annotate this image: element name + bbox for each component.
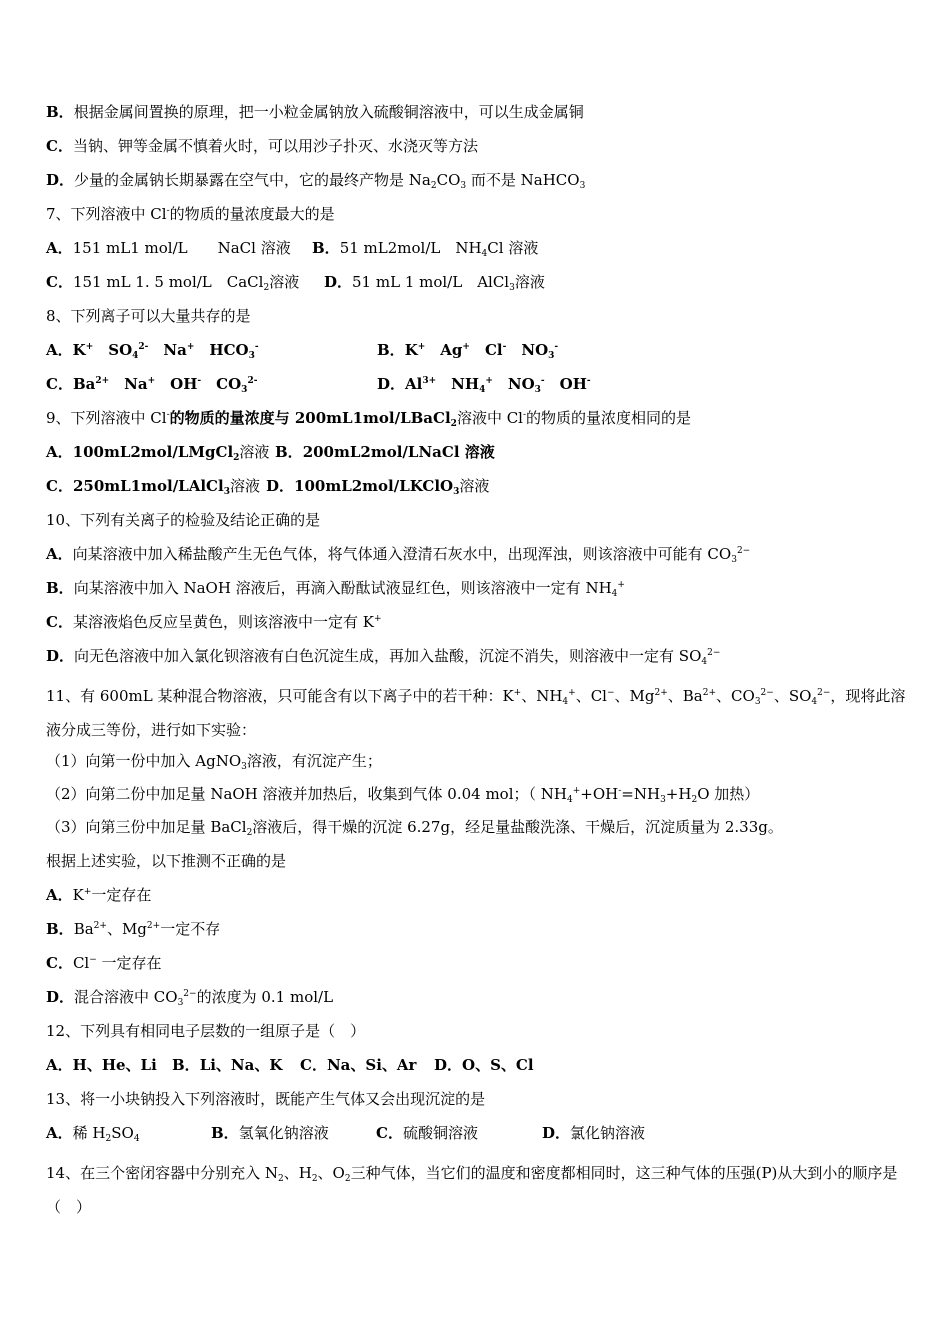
superscript: - (554, 342, 559, 352)
ion: Na (148, 341, 187, 359)
subscript: 3 (548, 351, 555, 361)
q13-stem (46, 1088, 910, 1110)
subscript: 3 (660, 795, 666, 805)
superscript: 3+ (422, 376, 437, 386)
ion: NO (506, 341, 549, 359)
q12-option-c (300, 1054, 416, 1076)
q10-stem (46, 509, 910, 531)
subscript: 4 (132, 351, 139, 361)
option-text: Cl 溶液 (487, 239, 539, 257)
option-text: 的浓度为 0.1 mol/L (196, 988, 334, 1006)
q7-option-d (324, 271, 545, 293)
q11-option-b (46, 918, 910, 940)
stem-text: 、Cl (575, 687, 607, 705)
experiment-text: （2）向第二份中加足量 NaOH 溶液并加热后，收集到气体 0.04 mol；（ NH (46, 785, 567, 803)
option-text: 少量的金属钠长期暴露在空气中，它的最终产物是 Na (74, 171, 431, 189)
q11-stem (46, 679, 910, 747)
ion: Na (109, 375, 148, 393)
option-label: B． (46, 579, 74, 597)
stem-text: 根据上述实验，以下推测不正确的是 (46, 852, 287, 870)
superscript: - (522, 410, 527, 420)
experiment-text: O 加热） (697, 785, 760, 803)
subscript: 2 (246, 828, 253, 838)
subscript: 3 (241, 762, 247, 772)
superscript: 2− (707, 648, 721, 658)
superscript: 2- (138, 342, 149, 352)
option-label: D． (266, 477, 295, 495)
option-label: D． (46, 647, 75, 665)
subscript: 3 (509, 283, 515, 293)
stem-text: 12、下列具有相同电子层数的一组原子是（ ） (46, 1022, 366, 1040)
stem-text: 、NH (521, 687, 563, 705)
subscript: 4 (567, 795, 573, 805)
ion: Cl (469, 341, 503, 359)
stem-text: 的物质的量浓度相同的是 (526, 409, 692, 427)
option-label: B． (211, 1124, 239, 1142)
stem-text: 7、下列溶液中 Cl (46, 205, 167, 223)
q11-option-a (46, 884, 910, 906)
option-label: B． (46, 920, 74, 938)
ion: NO (492, 375, 535, 393)
option-label: B． (275, 443, 303, 461)
option-label: A． (46, 545, 73, 563)
superscript: + (417, 342, 426, 352)
option-text: 一定存在 (96, 954, 162, 972)
subscript: 4 (611, 589, 618, 599)
superscript: - (254, 342, 259, 352)
q8-option-a (46, 339, 259, 361)
experiment-text: +OH (580, 785, 619, 803)
option-text: 51 mL 1 mol/L AlCl (352, 273, 510, 291)
experiment-text: 溶液，有沉淀产生； (246, 752, 382, 770)
superscript: 2− (183, 989, 197, 999)
superscript: + (373, 614, 382, 624)
option-label: A． (46, 886, 73, 904)
option-text: 混合溶液中 CO (74, 988, 178, 1006)
ion: CO (201, 375, 242, 393)
q11-option-c (46, 952, 910, 974)
option-text: 溶液 (269, 273, 300, 291)
option-text: 51 mL2mol/L NH (339, 239, 482, 257)
experiment-text: =NH (621, 785, 661, 803)
subscript: 3 (223, 487, 230, 497)
stem-text: ，现将此溶液分成三等份，进行如下实验： (46, 687, 906, 739)
q7-option-a (46, 237, 291, 259)
ion: K (72, 341, 86, 359)
option-text: 151 mL 1. 5 mol/L CaCl (72, 273, 264, 291)
option-text: Li、Na、K (199, 1056, 283, 1074)
option-label: D． (434, 1056, 463, 1074)
option-text: 向某溶液中加入 NaOH 溶液后，再滴入酚酞试液显红色，则该溶液中一定有 NH (73, 579, 612, 597)
option-label: C． (376, 1124, 403, 1142)
option-text: 溶液 (459, 477, 490, 495)
ion: SO (93, 341, 133, 359)
option-label: C． (46, 477, 73, 495)
subscript: 4 (701, 657, 708, 667)
subscript: 2 (233, 453, 240, 463)
ion: Al (405, 375, 423, 393)
q7-stem (46, 203, 910, 225)
stem-text: 8、下列离子可以大量共存的是 (46, 307, 251, 325)
subscript: 3 (460, 181, 467, 191)
superscript: - (166, 410, 170, 420)
option-text: 一定不存 (160, 920, 221, 938)
option-text: 氯化钠溶液 (570, 1124, 646, 1142)
experiment-text: （3）向第三份中加足量 BaCl (46, 818, 247, 836)
option-label: D． (377, 375, 406, 393)
option-text: 稀 H (72, 1124, 106, 1142)
q9-option-b (275, 441, 495, 463)
option-label: A． (46, 341, 73, 359)
option-label: C． (46, 375, 73, 393)
q8-option-b (377, 339, 558, 361)
q9-option-a (46, 441, 269, 463)
option-label: B． (46, 103, 74, 121)
option-text: K (72, 886, 84, 904)
q8-option-c (46, 373, 257, 395)
option-text: 一定存在 (91, 886, 152, 904)
option-label: B． (377, 341, 405, 359)
q11-experiment-1 (46, 750, 910, 772)
option-text: Cl (72, 954, 90, 972)
q7-option-c (46, 271, 299, 293)
q10-option-d (46, 645, 910, 667)
superscript: 2− (760, 688, 774, 698)
subscript: 4 (479, 385, 486, 395)
subscript: 2 (450, 419, 457, 429)
option-text: 根据金属间置换的原理，把一小粒金属钠放入硫酸铜溶液中，可以生成金属铜 (73, 103, 584, 121)
option-label: D． (46, 988, 75, 1006)
option-label: A． (46, 1124, 73, 1142)
q9-option-c (46, 475, 260, 497)
subscript: 3 (579, 181, 586, 191)
option-label: C． (300, 1056, 327, 1074)
subscript: 3 (754, 697, 761, 707)
stem-text: 的物质的量浓度最大的是 (169, 205, 335, 223)
subscript: 4 (562, 697, 569, 707)
superscript: + (462, 342, 470, 352)
q11-experiment-2 (46, 783, 910, 805)
option-text: 某溶液焰色反应呈黄色，则该溶液中一定有 K (72, 613, 374, 631)
q13-option-c (376, 1122, 478, 1144)
option-text: O、S、Cl (462, 1056, 534, 1074)
option-text: CO (436, 171, 461, 189)
superscript: − (89, 955, 97, 965)
q8-stem (46, 305, 910, 327)
subscript: 2 (311, 1174, 318, 1184)
stem-text: 、H (283, 1164, 312, 1182)
ion: HCO (194, 341, 249, 359)
superscript: 2- (247, 376, 258, 386)
ion: OH (155, 375, 198, 393)
superscript: + (568, 688, 576, 698)
ion: K (404, 341, 418, 359)
q8-option-d (377, 373, 591, 395)
subscript: 2 (263, 283, 270, 293)
q11-experiment-3 (46, 816, 910, 838)
option-label: C． (46, 954, 73, 972)
experiment-text: +H (665, 785, 692, 803)
superscript: + (485, 376, 493, 386)
superscript: 2− (736, 546, 751, 556)
q10-option-c (46, 611, 910, 633)
option-label: B． (312, 239, 340, 257)
subscript: 2 (105, 1134, 112, 1144)
subscript: 3 (248, 351, 255, 361)
q10-option-a (46, 543, 910, 565)
option-text: 而不是 NaHCO (466, 171, 580, 189)
superscript: - (586, 376, 591, 386)
superscript: + (85, 342, 94, 352)
superscript: - (618, 786, 622, 796)
option-text: 200mL2mol/LNaCl 溶液 (302, 443, 495, 461)
q12-option-d (434, 1054, 534, 1076)
q13-option-b (211, 1122, 329, 1144)
subscript: 2 (344, 1174, 351, 1184)
stem-text: 、Ba (667, 687, 703, 705)
superscript: 2+ (702, 688, 717, 698)
subscript: 4 (481, 249, 488, 259)
q12-option-a (46, 1054, 157, 1076)
experiment-text: 溶液后，得干燥的沉淀 6.27g，经足量盐酸洗涤、干燥后，沉淀质量为 2.33g。 (252, 818, 783, 836)
option-label: C． (46, 273, 73, 291)
q6-option-b (46, 101, 910, 123)
option-text: Na、Si、Ar (326, 1056, 417, 1074)
subscript: 2 (430, 181, 437, 191)
q11-ask (46, 850, 910, 872)
subscript: 2 (277, 1174, 284, 1184)
option-text: 100mL2mol/LKClO (294, 477, 454, 495)
superscript: 2+ (654, 688, 668, 698)
option-text: 氢氧化钠溶液 (238, 1124, 329, 1142)
superscript: 2+ (95, 376, 110, 386)
stem-text: 的物质的量浓度与 200mL1mol/LBaCl (169, 409, 451, 427)
subscript: 4 (133, 1134, 140, 1144)
subscript: 3 (534, 385, 541, 395)
option-label: C． (46, 613, 73, 631)
ion: OH (544, 375, 587, 393)
subscript: 2 (691, 795, 698, 805)
stem-text: 、CO (716, 687, 755, 705)
ion: Ag (425, 341, 463, 359)
option-text: H、He、Li (72, 1056, 157, 1074)
experiment-text: （1）向第一份中加入 AgNO (46, 752, 242, 770)
ion: NH (436, 375, 480, 393)
option-text: 当钠、钾等金属不慎着火时，可以用沙子扑灭、水浇灭等方法 (72, 137, 478, 155)
stem-text: 、Mg (614, 687, 655, 705)
q9-stem (46, 407, 910, 429)
option-text: 硫酸铜溶液 (402, 1124, 478, 1142)
superscript: - (502, 342, 507, 352)
superscript: - (197, 376, 202, 386)
subscript: 3 (177, 998, 184, 1008)
option-text: 溶液 (514, 273, 545, 291)
stem-text: 14、在三个密闭容器中分别充入 N (46, 1164, 278, 1182)
superscript: 2+ (93, 921, 107, 931)
option-text: 向某溶液中加入稀盐酸产生无色气体，将气体通入澄清石灰水中，出现浑浊，则该溶液中可能有 CO (72, 545, 732, 563)
superscript: − (606, 688, 615, 698)
stem-text: 13、将一小块钠投入下列溶液时，既能产生气体又会出现沉淀的是 (46, 1090, 486, 1108)
subscript: 3 (731, 555, 737, 565)
superscript: + (572, 786, 581, 796)
option-label: A． (46, 239, 73, 257)
option-label: A． (46, 443, 73, 461)
q12-stem (46, 1020, 910, 1042)
option-label: B． (172, 1056, 200, 1074)
ion: Ba (72, 375, 96, 393)
stem-text: 、O (317, 1164, 345, 1182)
superscript: + (513, 688, 522, 698)
subscript: 4 (811, 697, 818, 707)
superscript: + (83, 887, 92, 897)
q6-option-c (46, 135, 910, 157)
stem-text: 11、有 600mL 某种混合物溶液，只可能含有以下离子中的若干种：K (46, 687, 514, 705)
superscript: - (166, 206, 170, 216)
option-text: 250mL1mol/LAlCl (72, 477, 224, 495)
superscript: - (540, 376, 545, 386)
stem-text: 、SO (773, 687, 812, 705)
subscript: 3 (241, 385, 248, 395)
q7-option-b (312, 237, 538, 259)
q9-option-d (266, 475, 489, 497)
stem-text: 三种气体，当它们的温度和密度都相同时，这三种气体的压强(P)从大到小的顺序是（ ） (46, 1164, 898, 1216)
stem-text: 溶液中 Cl (456, 409, 523, 427)
superscript: + (617, 580, 625, 590)
option-label: A． (46, 1056, 73, 1074)
superscript: 2+ (146, 921, 161, 931)
option-text: 向无色溶液中加入氯化钡溶液有白色沉淀生成，再加入盐酸，沉淀不消失，则溶液中一定有 SO (74, 647, 702, 665)
option-label: C． (46, 137, 73, 155)
option-text: SO (111, 1124, 134, 1142)
option-text: 溶液 (229, 477, 260, 495)
option-text: 、Mg (106, 920, 147, 938)
q13-option-a (46, 1122, 140, 1144)
option-label: D． (324, 273, 353, 291)
option-label: D． (46, 171, 75, 189)
q12-option-b (172, 1054, 282, 1076)
q6-option-d (46, 169, 910, 191)
superscript: 2− (817, 688, 831, 698)
subscript: 3 (453, 487, 460, 497)
stem-text: 10、下列有关离子的检验及结论正确的是 (46, 511, 321, 529)
q13-option-d (542, 1122, 645, 1144)
stem-text: 9、下列溶液中 Cl (46, 409, 167, 427)
option-text: 151 mL1 mol/L NaCl 溶液 (72, 239, 291, 257)
option-text: Ba (73, 920, 94, 938)
superscript: + (147, 376, 156, 386)
superscript: + (186, 342, 195, 352)
option-label: D． (542, 1124, 571, 1142)
option-text: 100mL2mol/LMgCl (72, 443, 234, 461)
q14-stem (46, 1156, 910, 1224)
q11-option-d (46, 986, 910, 1008)
q10-option-b (46, 577, 910, 599)
option-text: 溶液 (239, 443, 270, 461)
